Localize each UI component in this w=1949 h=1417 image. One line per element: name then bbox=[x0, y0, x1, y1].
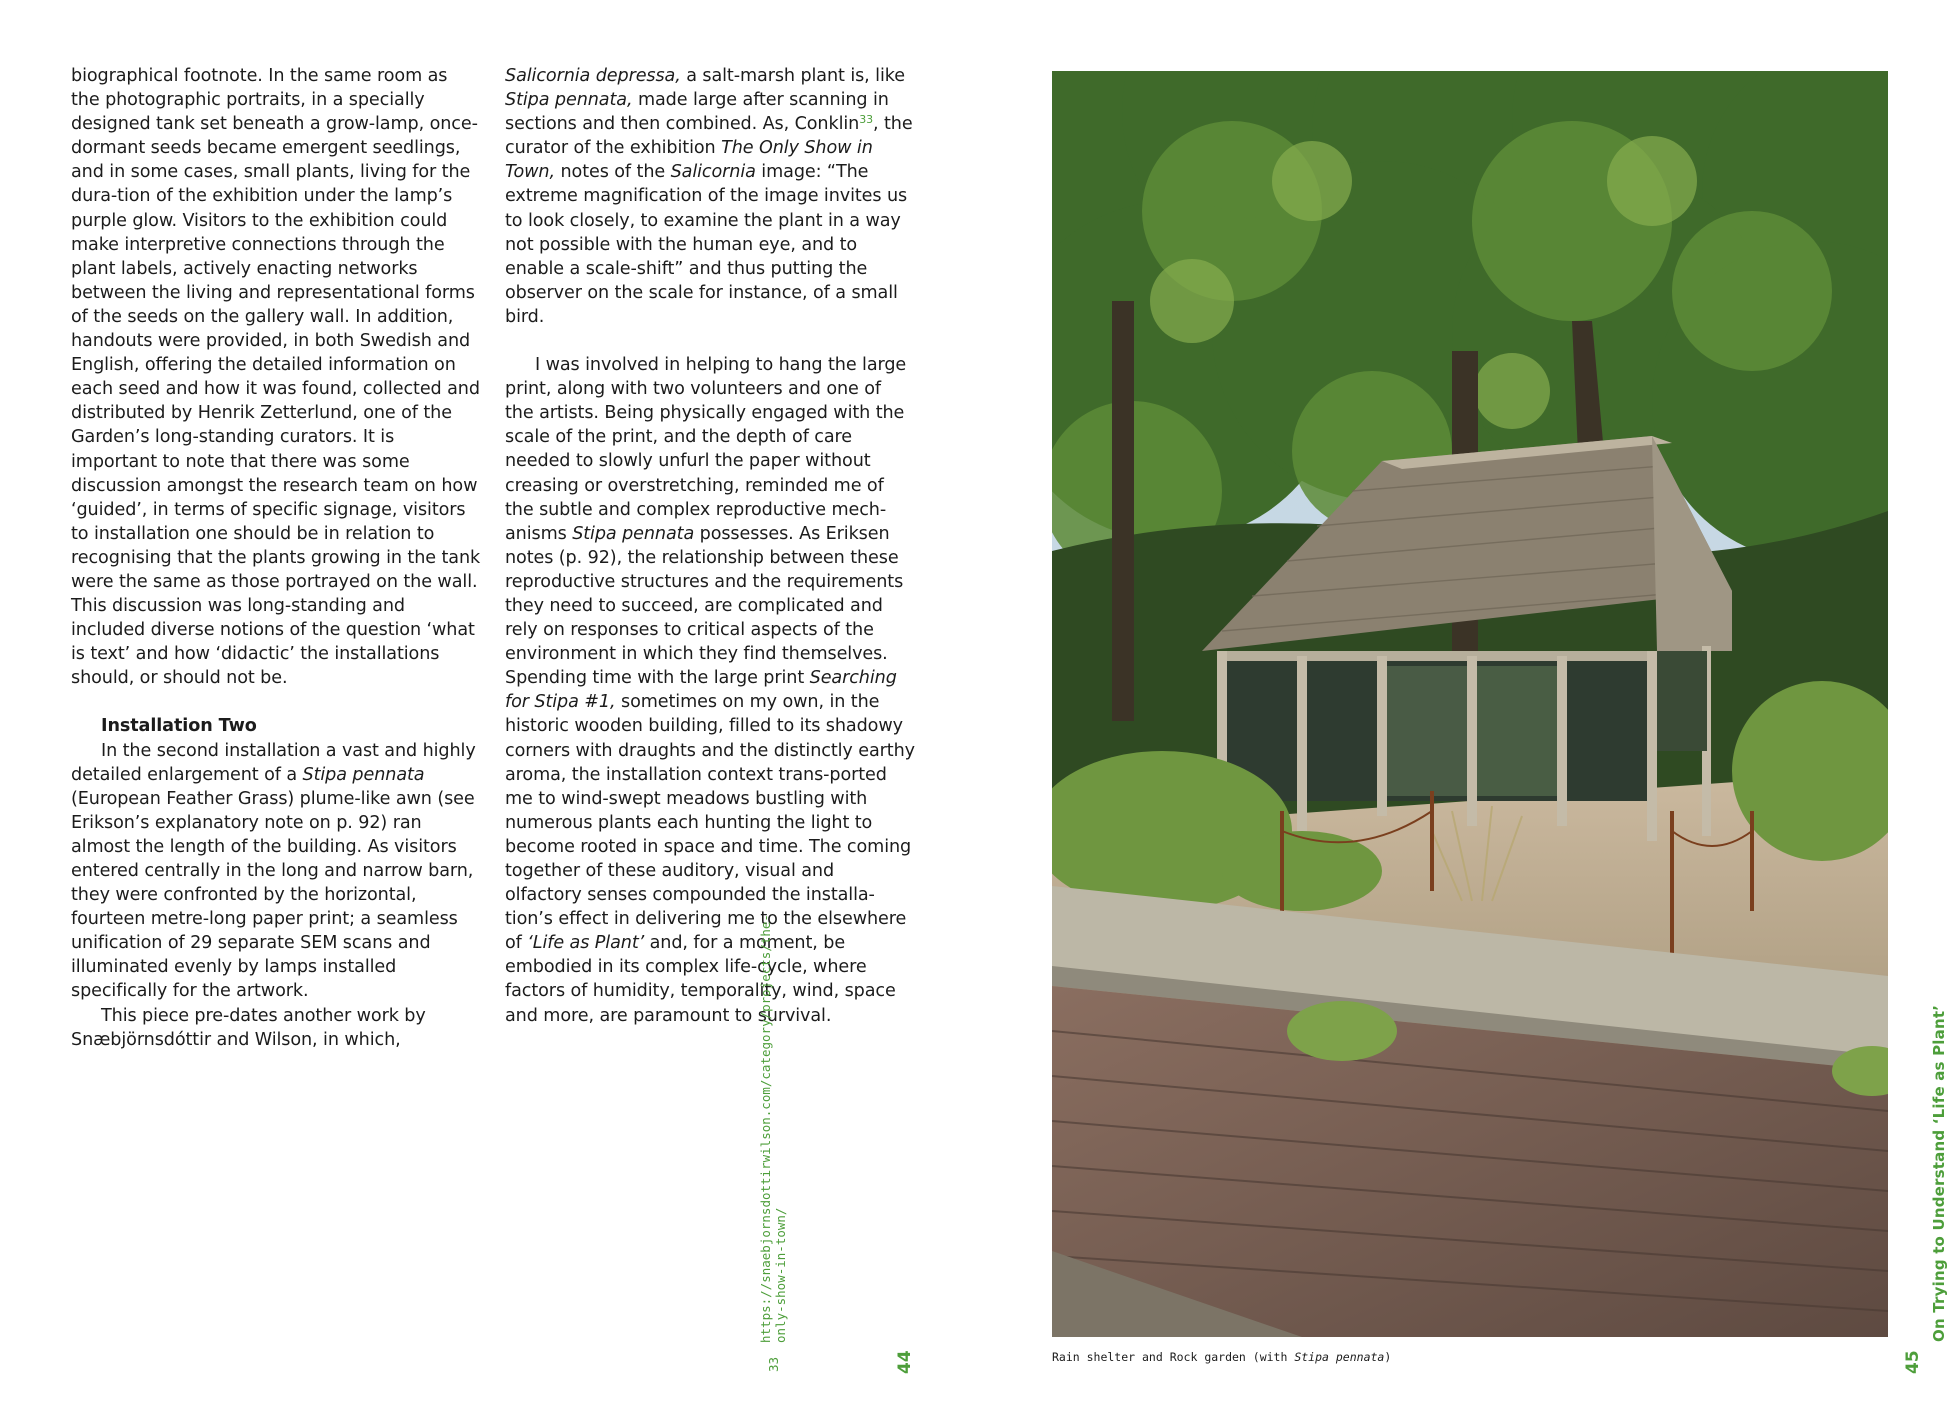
paragraph: biographical footnote. In the same room as the photographic portraits, in a specially designed tank set beneath a grow-lamp, once-dormant seeds became emergent seedlings, and in some cases, small plants, living for the dura-tion of the exhibition under the lamp’s purple glow. Visitors to the exhibition could make interpretive connections through the plant labels, actively enacting networks between the living and representational forms of the seeds on the gallery wall. In addition, handouts were provided, in both Swedish and English, offering the detailed information on each seed and how it was found, collected and distributed by Henrik Zetterlund, one of the Garden’s long-standing curators. It is important to note that there was some discussion amongst the research team on how ‘guided’, in terms of specific signage, visitors to installation one should be in relation to recognising that the plants growing in the tank were the same as those portrayed on the wall. This discussion was long-standing and included diverse notions of the question ‘what is text’ and how ‘didactic’ the installations should, or should not be. bbox=[71, 66, 481, 689]
paragraph: In the second installation a vast and highly detailed enlargement of a Stipa pennata (European Feather Grass) plume-like awn (see Erikson’s explanatory note on p. 92) ran almost the length of the building. As visitors entered centrally in the long and narrow barn, they were confronted by the horizontal, fourteen metre-long paper print; a seamless unification of 29 separate SEM scans and illuminated evenly by lamps installed specifically for the artwork. bbox=[71, 740, 476, 1002]
text-column-middle bbox=[505, 64, 915, 1028]
photo-rain-shelter bbox=[1052, 71, 1888, 1337]
footnote-number: 33 bbox=[766, 1356, 781, 1372]
footnote-reference[interactable]: 33 bbox=[859, 113, 874, 127]
footnote-url[interactable]: https://snaebjornsdottirwilson.com/category/projects/the-only-show-in-town/ bbox=[758, 914, 788, 1343]
text-column-left bbox=[71, 64, 481, 1052]
page-number-right: 45 bbox=[1903, 1350, 1923, 1374]
paragraph: I was involved in helping to hang the large print, along with two volunteers and one of the artists. Being physically engaged with the scale of the print, and the depth of care needed to slowly unfurl the paper without creasing or overstretching, reminded me of the subtle and complex reproductive mech-anisms Stipa pennata possesses. As Eriksen notes (p. 92), the relationship between these reproductive structures and the requirements they need to succeed, are complicated and rely on responses to critical aspects of the environment in which they find themselves. Spending time with the large print Searching for Stipa #1, sometimes on my own, in the historic wooden building, filled to its shadowy corners with draughts and the distinctly earthy aroma, the installation context trans-ported me to wind-swept meadows bustling with numerous plants each hunting the light to become rooted in space and time. The coming together of these auditory, visual and olfactory senses compounded the installa-tion’s effect in delivering me to the elsewhere of ‘Life as Plant’ and, for a moment, be embodied in its complex life-cycle, where factors of humidity, temporality, wind, space and more, are paramount to survival. bbox=[505, 355, 915, 1026]
photo-caption: Rain shelter and Rock garden (with Stipa pennata) bbox=[1052, 1350, 1392, 1364]
section-heading: Installation Two bbox=[101, 716, 257, 737]
paragraph: This piece pre-dates another work by Snæbjörnsdóttir and Wilson, in which, bbox=[71, 1005, 426, 1050]
page-number-left: 44 bbox=[895, 1350, 915, 1374]
paragraph: Salicornia depressa, a salt-marsh plant is, like Stipa pennata, made large after scanning in sections and then combined. As, Conklin$^{33}$, the curator of the exhibition The Only Show in Town, notes of the Salicornia image: “The extreme magnification of the image invites us to look closely, to examine the plant in a way not possible with the human eye, and to enable a scale-shift” and thus putting the observer on the scale for instance, of a small bird. bbox=[505, 66, 913, 327]
running-head: On Trying to Understand ‘Life as Plant’ bbox=[1930, 1004, 1948, 1342]
